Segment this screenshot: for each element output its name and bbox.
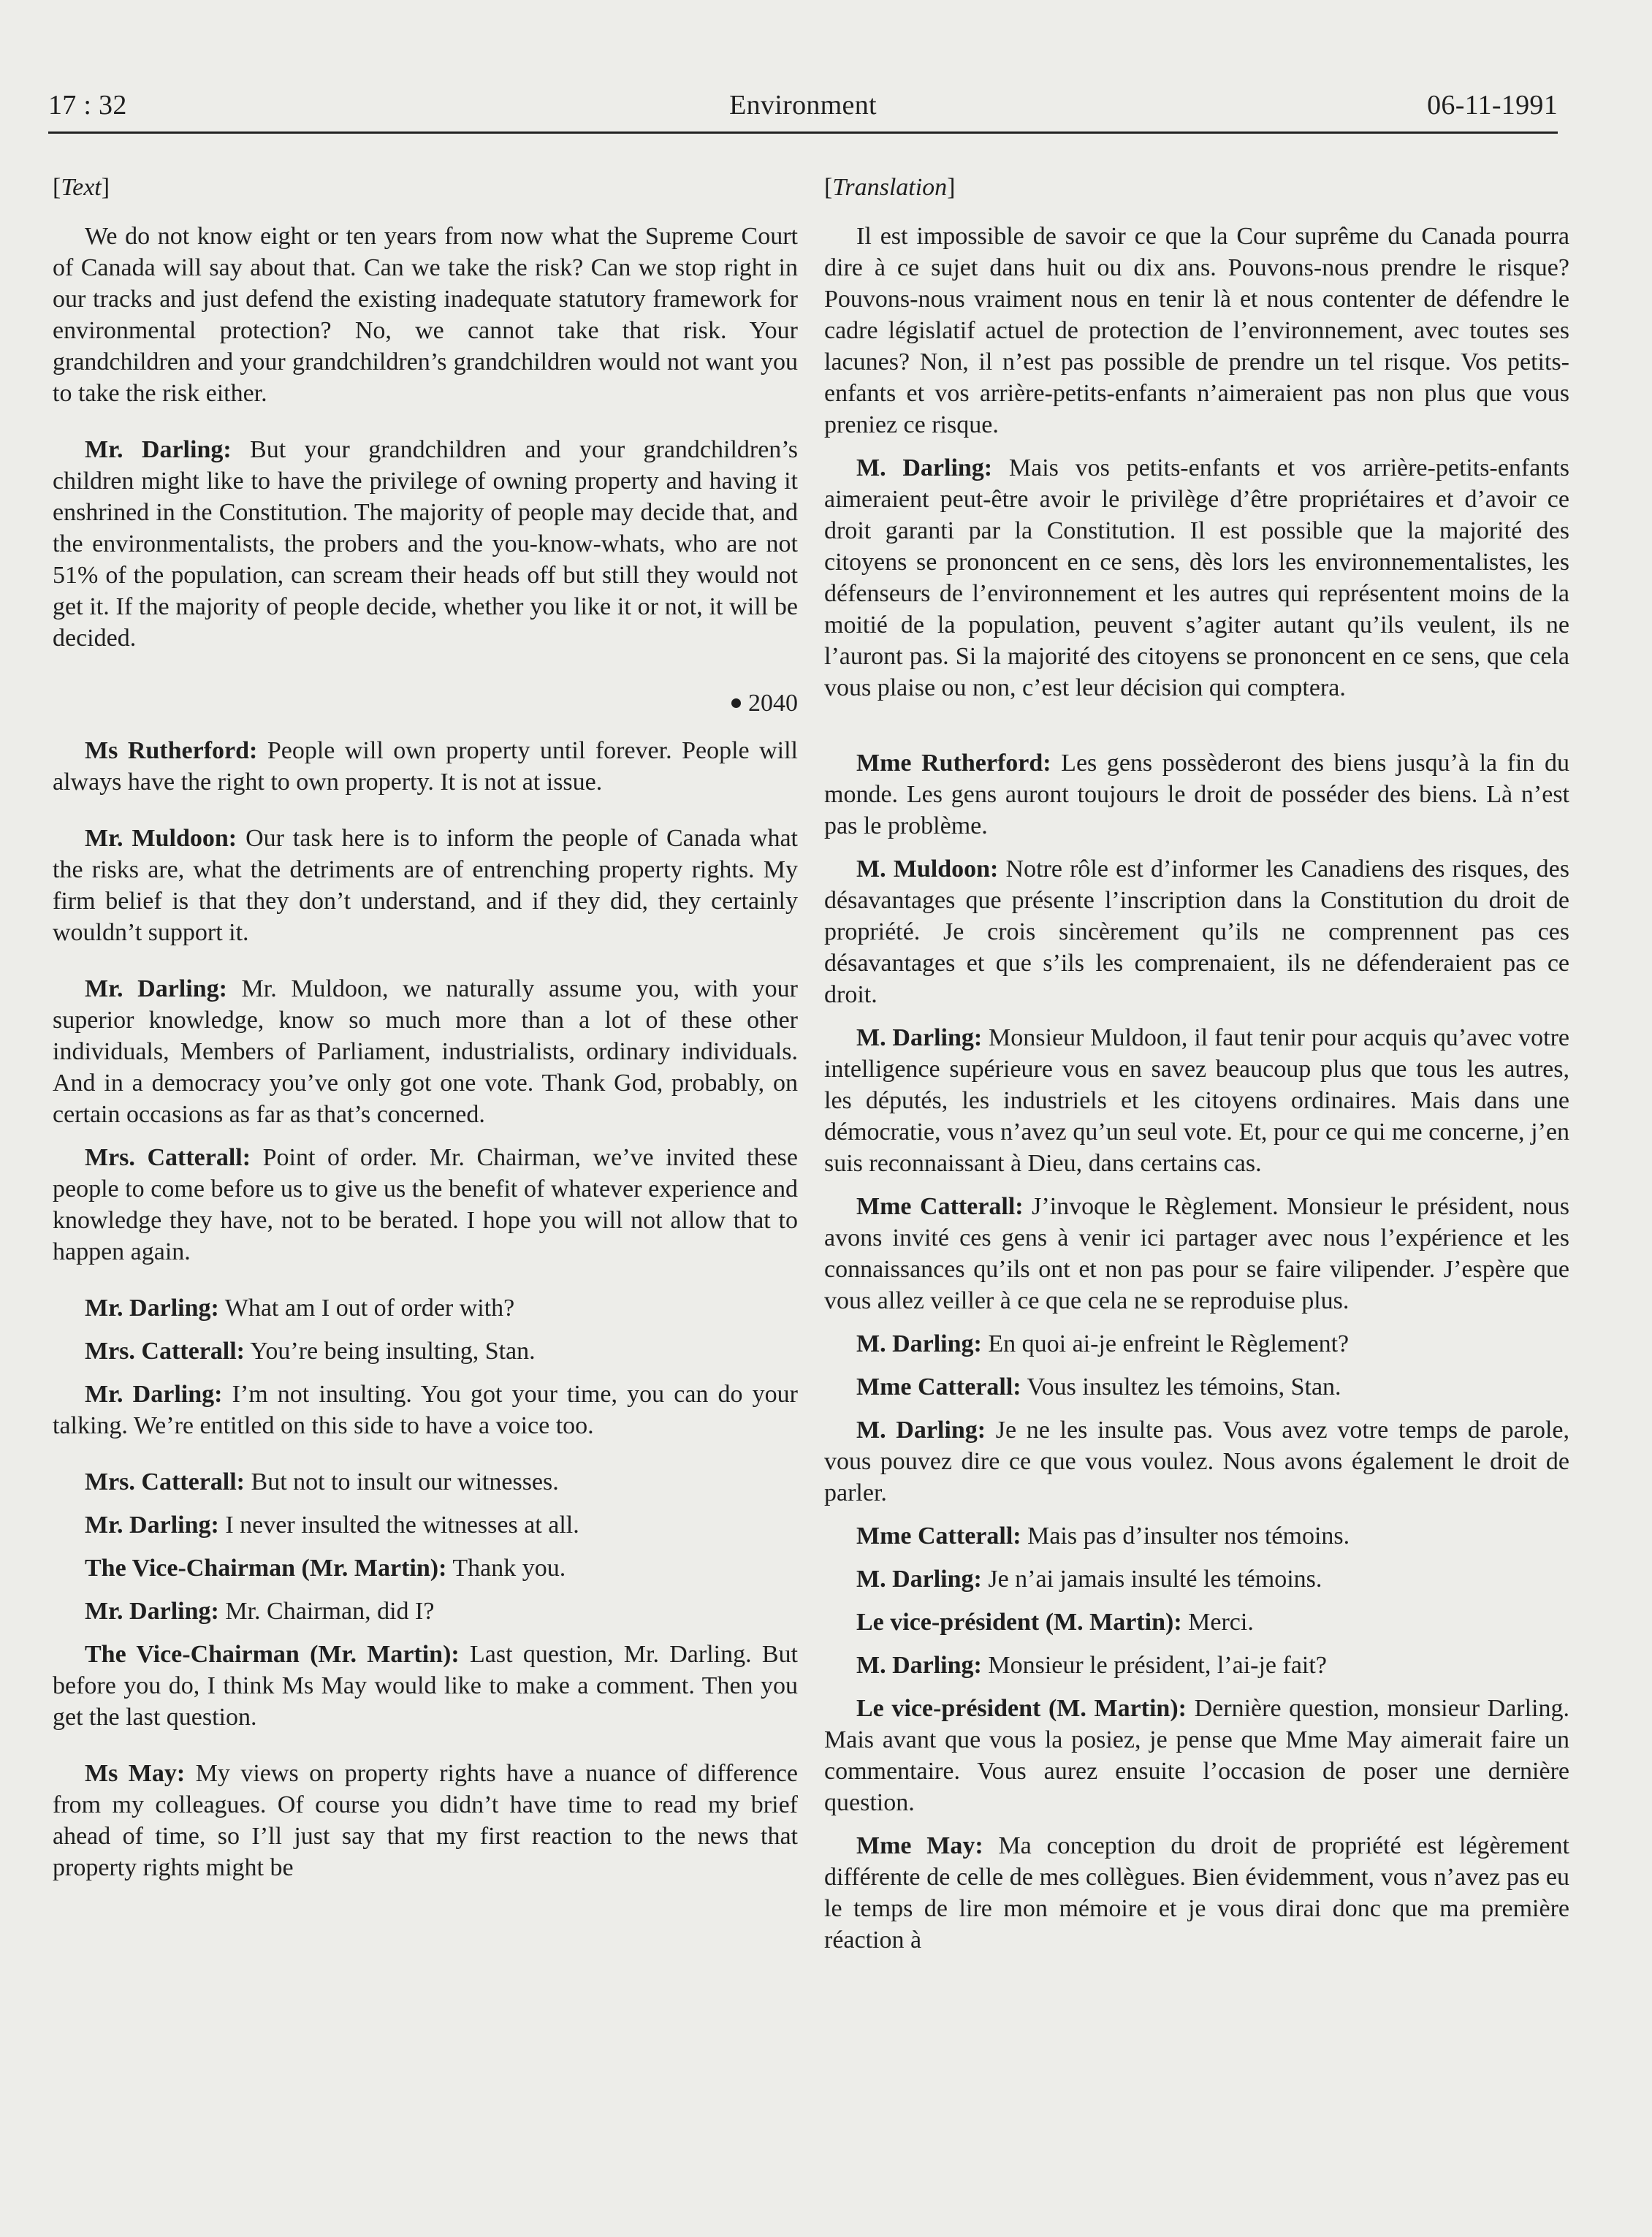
speaker-name: Mr. Darling: [85, 1381, 223, 1408]
paragraph: Mme May: Ma conception du droit de propriété est légèrement différente de celle de mes collègues. Bien évidemment, vous n’avez pas eu le temps de lire mon mémoire et je vous dirai donc que ma première réaction à [824, 1832, 1570, 1954]
bullet-icon [731, 698, 741, 708]
speaker-name: Mrs. Catterall: [85, 1144, 251, 1171]
speaker-name: M. Muldoon: [856, 855, 999, 883]
paragraph: We do not know eight or ten years from now what the Supreme Court of Canada will say about that. Can we take the risk? Can we stop right in our tracks and just defend the existing inadequate statutory framework for environmental protection? No, we cannot take that risk. Your grandchildren and your grandchildren’s grandchildren would not want you to take the risk either. [53, 223, 798, 407]
page-header [48, 88, 1558, 134]
page-number: 17 : 32 [48, 90, 127, 121]
paragraph: Mr. Darling: What am I out of order with? [85, 1295, 515, 1322]
speaker-name: Mme Catterall: [856, 1373, 1021, 1400]
speaker-name: The Vice-Chairman (Mr. Martin): [85, 1641, 460, 1668]
speaker-name: Mr. Darling: [85, 1512, 219, 1539]
paragraph: Mr. Muldoon: Our task here is to inform the people of Canada what the risks are, what the detriments are of entrenching property rights. My firm belief is that they don’t understand, and if they did, they certainly wouldn’t support it. [53, 825, 798, 946]
text-tag: [Text] [53, 174, 110, 201]
speaker-name: Mrs. Catterall: [85, 1338, 245, 1365]
paragraph: M. Muldoon: Notre rôle est d’informer les Canadiens des risques, des désavantages que présente l’inscription dans la Constitution du droit de propriété. Je crois sincèrement qu’ils ne comprennent pas ces désavantages et que s’ils les comprenaient, ils ne défenderaient pas ce droit. [824, 855, 1569, 1008]
speaker-name: Mr. Darling: [85, 436, 232, 463]
paragraph: Ms May: My views on property rights have a nuance of difference from my colleagues. Of course you didn’t have time to read my brief ahead of time, so I’ll just say that my first reaction to the news that property rights might be [53, 1760, 798, 1881]
speaker-name: Mme May: [856, 1832, 983, 1859]
french-column [824, 172, 1569, 1967]
speaker-name: M. Darling: [856, 1330, 982, 1357]
paragraph: Le vice-président (M. Martin): Dernière question, monsieur Darling. Mais avant que vous la posiez, je pense que Mme May aimerait faire un commentaire. Vous aurez ensuite l’occasion de poser une dernière question. [824, 1695, 1570, 1816]
paragraph: Mr. Darling: But your grandchildren and your grandchildren’s children might like to have the privilege of owning property and having it enshrined in the Constitution. The majority of people may decide that, and the environmentalists, the probers and the you-know-whats, who are not 51% of the population, can scream their heads off but still they would not get it. If the majority of people decide, whether you like it or not, it will be decided. [53, 436, 798, 652]
speaker-name: Mme Catterall: [856, 1193, 1024, 1220]
paragraph: M. Darling: En quoi ai-je enfreint le Règlement? [856, 1330, 1350, 1357]
paragraph: Mrs. Catterall: You’re being insulting, Stan. [85, 1338, 536, 1365]
paragraph: The Vice-Chairman (Mr. Martin): Thank you. [85, 1555, 566, 1582]
paragraph: Mme Rutherford: Les gens possèderont des biens jusqu’à la fin du monde. Les gens auront toujours le droit de posséder des biens. Là n’est pas le problème. [824, 750, 1569, 839]
translation-tag: [Translation] [824, 174, 956, 201]
english-column [53, 172, 798, 1895]
paragraph: Mr. Darling: Mr. Muldoon, we naturally assume you, with your superior knowledge, know so much more than a lot of these other individuals, Members of Parliament, industrialists, ordinary individuals. And in a democracy you’ve only got one vote. Thank God, probably, on certain occasions as far as that’s concerned. [53, 975, 798, 1128]
speaker-name: Mr. Muldoon: [85, 825, 237, 852]
paragraph: Mr. Darling: I never insulted the witnesses at all. [85, 1512, 579, 1539]
page-date: 06-11-1991 [1427, 90, 1558, 121]
speaker-name: M. Darling: [856, 1024, 983, 1051]
paragraph: Mrs. Catterall: Point of order. Mr. Chairman, we’ve invited these people to come before us to give us the benefit of whatever experience and knowledge they have, not to be berated. I hope you will not allow that to happen again. [53, 1144, 798, 1265]
speaker-name: Mme Catterall: [856, 1523, 1021, 1550]
paragraph: M. Darling: Monsieur le président, l’ai-je fait? [856, 1652, 1327, 1679]
speaker-name: Le vice-président (M. Martin): [856, 1695, 1187, 1722]
paragraph: Mr. Darling: I’m not insulting. You got your time, you can do your talking. We’re entitled on this side to have a voice too. [53, 1381, 798, 1439]
paragraph: Le vice-président (M. Martin): Merci. [856, 1609, 1254, 1636]
time-marker: 2040 [53, 687, 798, 719]
paragraph: M. Darling: Monsieur Muldoon, il faut tenir pour acquis qu’avec votre intelligence supérieure vous en savez beaucoup plus que tous les autres, les députés, les industriels et les citoyens ordinaires. Mais dans une démocratie, vous n’avez qu’un seul vote. Et, pour ce qui me concerne, j’en suis reconnaissant à Dieu, dans certains cas. [824, 1024, 1569, 1177]
speaker-name: Mr. Darling: [85, 1295, 219, 1322]
speaker-name: M. Darling: [856, 454, 993, 481]
page-title: Environment [729, 90, 877, 121]
speaker-name: M. Darling: [856, 1566, 982, 1593]
speaker-name: The Vice-Chairman (Mr. Martin): [85, 1555, 447, 1582]
speaker-name: Ms May: [85, 1760, 186, 1787]
paragraph: Il est impossible de savoir ce que la Cour suprême du Canada pourra dire à ce sujet dans huit ou dix ans. Pouvons-nous prendre le risque? Pouvons-nous vraiment nous en tenir là et nous contenter de défendre le cadre législatif actuel de protection de l’environnement, avec toutes ses lacunes? Non, il n’est pas possible de prendre un tel risque. Vos petits-enfants et vos arrière-petits-enfants n’aimeraient pas non plus que vous preniez ce risque. [824, 223, 1569, 438]
paragraph: Mrs. Catterall: But not to insult our witnesses. [85, 1468, 559, 1495]
speaker-name: Ms Rutherford: [85, 737, 258, 764]
paragraph: Mr. Darling: Mr. Chairman, did I? [85, 1598, 435, 1625]
speaker-name: Le vice-président (M. Martin): [856, 1609, 1182, 1636]
paragraph: M. Darling: Je ne les insulte pas. Vous avez votre temps de parole, vous pouvez dire ce que vous voulez. Nous avons également le droit de parler. [824, 1417, 1570, 1506]
paragraph: Mme Catterall: Mais pas d’insulter nos témoins. [856, 1523, 1350, 1550]
paragraph: M. Darling: Mais vos petits-enfants et vos arrière-petits-enfants aimeraient peut-être avoir le privilège d’être propriétaires et d’avoir ce droit garanti par la Constitution. Il est possible que la majorité des citoyens se prononcent en ce sens, dès lors les environnementalistes, les défenseurs de l’environnement et les autres qui représentent moins de la moitié de la population, peuvent s’agiter autant qu’ils veulent, ils ne l’auront pas. Si la majorité des citoyens se prononcent en ce sens, que cela vous plaise ou non, c’est leur décision qui comptera. [824, 454, 1570, 701]
speaker-name: M. Darling: [856, 1652, 982, 1679]
paragraph: M. Darling: Je n’ai jamais insulté les témoins. [856, 1566, 1322, 1593]
paragraph: The Vice-Chairman (Mr. Martin): Last question, Mr. Darling. But before you do, I think Ms May would like to make a comment. Then you get the last question. [53, 1641, 798, 1731]
speaker-name: Mr. Darling: [85, 975, 227, 1002]
paragraph: Mme Catterall: J’invoque le Règlement. Monsieur le président, nous avons invité ces gens à venir ici partager avec nous l’expérience et les connaissances qu’ils ont et non pas pour se faire vilipender. J’espère que vous allez veiller à ce que cela ne se reproduise plus. [824, 1193, 1569, 1314]
speaker-name: Mr. Darling: [85, 1598, 219, 1625]
speaker-name: M. Darling: [856, 1417, 986, 1444]
speaker-name: Mme Rutherford: [856, 750, 1051, 777]
paragraph: Mme Catterall: Vous insultez les témoins, Stan. [856, 1373, 1341, 1400]
paragraph: Ms Rutherford: People will own property until forever. People will always have the right to own property. It is not at issue. [53, 737, 799, 796]
speaker-name: Mrs. Catterall: [85, 1468, 245, 1495]
